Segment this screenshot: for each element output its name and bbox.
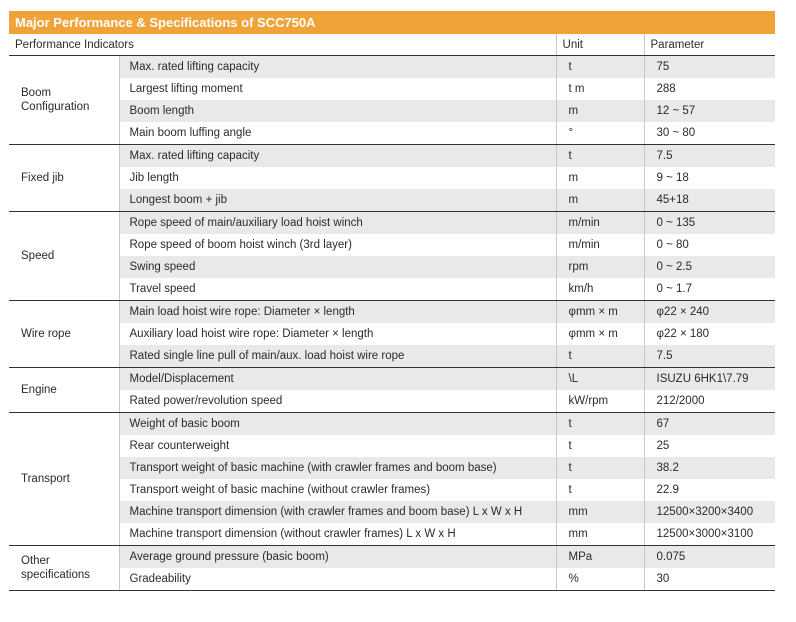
- parameter-cell: 75: [644, 56, 775, 79]
- unit-cell: φmm × m: [556, 301, 644, 324]
- parameter-cell: 288: [644, 78, 775, 100]
- indicator-cell: Max. rated lifting capacity: [119, 145, 556, 168]
- parameter-cell: 7.5: [644, 145, 775, 168]
- indicator-cell: Travel speed: [119, 278, 556, 301]
- unit-cell: \L: [556, 368, 644, 391]
- group-label: Other specifications: [9, 546, 119, 591]
- parameter-cell: φ22 × 240: [644, 301, 775, 324]
- table-row: [9, 368, 775, 391]
- table-row: [9, 56, 775, 79]
- unit-cell: rpm: [556, 256, 644, 278]
- table-row: [9, 546, 775, 569]
- parameter-cell: 67: [644, 413, 775, 436]
- table-row: [9, 301, 775, 324]
- group-label: Boom Configuration: [9, 56, 119, 145]
- header-parameter: Parameter: [644, 34, 775, 56]
- parameter-cell: 25: [644, 435, 775, 457]
- unit-cell: mm: [556, 501, 644, 523]
- unit-cell: m: [556, 100, 644, 122]
- indicator-cell: Weight of basic boom: [119, 413, 556, 436]
- table-row: [9, 212, 775, 235]
- indicator-cell: Rope speed of main/auxiliary load hoist winch: [119, 212, 556, 235]
- unit-cell: %: [556, 568, 644, 591]
- parameter-cell: ISUZU 6HK1\7.79: [644, 368, 775, 391]
- unit-cell: m/min: [556, 212, 644, 235]
- parameter-cell: 9 ~ 18: [644, 167, 775, 189]
- unit-cell: mm: [556, 523, 644, 546]
- table-row: [9, 189, 775, 212]
- unit-cell: t: [556, 145, 644, 168]
- parameter-cell: 22.9: [644, 479, 775, 501]
- indicator-cell: Model/Displacement: [119, 368, 556, 391]
- unit-cell: t m: [556, 78, 644, 100]
- table-row: [9, 435, 775, 457]
- table-row: [9, 523, 775, 546]
- indicator-cell: Transport weight of basic machine (with crawler frames and boom base): [119, 457, 556, 479]
- indicator-cell: Machine transport dimension (without crawler frames) L x W x H: [119, 523, 556, 546]
- unit-cell: MPa: [556, 546, 644, 569]
- header-unit: Unit: [556, 34, 644, 56]
- group-label: Engine: [9, 368, 119, 413]
- table-row: [9, 501, 775, 523]
- unit-cell: t: [556, 413, 644, 436]
- indicator-cell: Rear counterweight: [119, 435, 556, 457]
- group-label: Speed: [9, 212, 119, 301]
- parameter-cell: 12500×3200×3400: [644, 501, 775, 523]
- table-row: [9, 413, 775, 436]
- header-row: [9, 34, 775, 56]
- table-row: [9, 145, 775, 168]
- spec-sheet: [9, 11, 775, 591]
- unit-cell: m: [556, 167, 644, 189]
- parameter-cell: 212/2000: [644, 390, 775, 413]
- unit-cell: kW/rpm: [556, 390, 644, 413]
- indicator-cell: Main boom luffing angle: [119, 122, 556, 145]
- table-row: [9, 278, 775, 301]
- table-row: [9, 345, 775, 368]
- parameter-cell: 0 ~ 135: [644, 212, 775, 235]
- table-row: [9, 100, 775, 122]
- parameter-cell: 7.5: [644, 345, 775, 368]
- table-row: [9, 457, 775, 479]
- parameter-cell: φ22 × 180: [644, 323, 775, 345]
- parameter-cell: 30 ~ 80: [644, 122, 775, 145]
- indicator-cell: Auxiliary load hoist wire rope: Diameter × length: [119, 323, 556, 345]
- unit-cell: t: [556, 345, 644, 368]
- group-label: Transport: [9, 413, 119, 546]
- group-label: Fixed jib: [9, 145, 119, 212]
- indicator-cell: Longest boom + jib: [119, 189, 556, 212]
- unit-cell: m: [556, 189, 644, 212]
- table-row: [9, 167, 775, 189]
- table-row: [9, 122, 775, 145]
- table-row: [9, 479, 775, 501]
- indicator-cell: Rated power/revolution speed: [119, 390, 556, 413]
- table-row: [9, 78, 775, 100]
- unit-cell: m/min: [556, 234, 644, 256]
- indicator-cell: Rated single line pull of main/aux. load hoist wire rope: [119, 345, 556, 368]
- table-row: [9, 390, 775, 413]
- parameter-cell: 45+18: [644, 189, 775, 212]
- indicator-cell: Swing speed: [119, 256, 556, 278]
- table-row: [9, 234, 775, 256]
- indicator-cell: Main load hoist wire rope: Diameter × length: [119, 301, 556, 324]
- parameter-cell: 0 ~ 2.5: [644, 256, 775, 278]
- indicator-cell: Machine transport dimension (with crawler frames and boom base) L x W x H: [119, 501, 556, 523]
- indicator-cell: Jib length: [119, 167, 556, 189]
- indicator-cell: Boom length: [119, 100, 556, 122]
- parameter-cell: 30: [644, 568, 775, 591]
- indicator-cell: Gradeability: [119, 568, 556, 591]
- indicator-cell: Average ground pressure (basic boom): [119, 546, 556, 569]
- parameter-cell: 0 ~ 1.7: [644, 278, 775, 301]
- unit-cell: t: [556, 56, 644, 79]
- parameter-cell: 0.075: [644, 546, 775, 569]
- parameter-cell: 12500×3000×3100: [644, 523, 775, 546]
- indicator-cell: Transport weight of basic machine (without crawler frames): [119, 479, 556, 501]
- table-title: Major Performance & Specifications of SCC750A: [9, 11, 775, 34]
- unit-cell: km/h: [556, 278, 644, 301]
- indicator-cell: Max. rated lifting capacity: [119, 56, 556, 79]
- parameter-cell: 38.2: [644, 457, 775, 479]
- unit-cell: °: [556, 122, 644, 145]
- unit-cell: φmm × m: [556, 323, 644, 345]
- unit-cell: t: [556, 457, 644, 479]
- table-row: [9, 323, 775, 345]
- parameter-cell: 12 ~ 57: [644, 100, 775, 122]
- header-indicator: Performance Indicators: [9, 34, 556, 56]
- indicator-cell: Largest lifting moment: [119, 78, 556, 100]
- table-row: [9, 568, 775, 591]
- group-label: Wire rope: [9, 301, 119, 368]
- table-row: [9, 256, 775, 278]
- spec-table: [9, 34, 775, 591]
- indicator-cell: Rope speed of boom hoist winch (3rd layer): [119, 234, 556, 256]
- unit-cell: t: [556, 479, 644, 501]
- unit-cell: t: [556, 435, 644, 457]
- spec-body: [9, 56, 775, 591]
- parameter-cell: 0 ~ 80: [644, 234, 775, 256]
